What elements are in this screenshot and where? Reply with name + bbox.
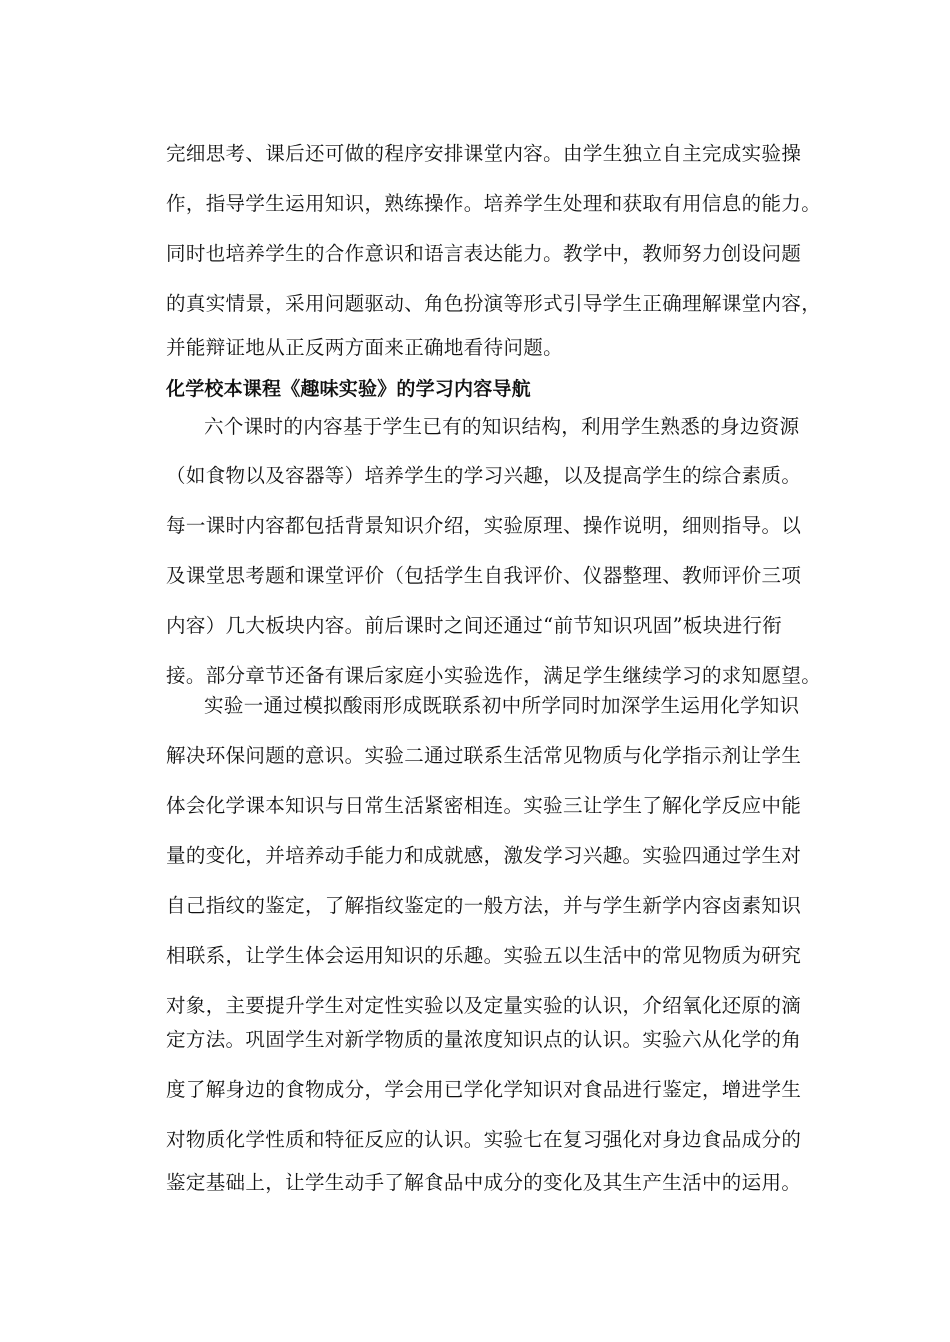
paragraph-line: 定方法。巩固学生对新学物质的量浓度知识点的认识。实验六从化学的角 [166, 1028, 802, 1051]
paragraph-line: 六个课时的内容基于学生已有的知识结构，利用学生熟悉的身边资源 [204, 415, 800, 438]
paragraph-line: 完细思考、课后还可做的程序安排课堂内容。由学生独立自主完成实验操 [166, 142, 802, 165]
paragraph-line: 同时也培养学生的合作意识和语言表达能力。教学中，教师努力创设问题 [166, 242, 802, 265]
paragraph-line: 及课堂思考题和课堂评价（包括学生自我评价、仪器整理、教师评价三项 [166, 564, 802, 587]
paragraph-line: 解决环保问题的意识。实验二通过联系生活常见物质与化学指示剂让学生 [166, 744, 802, 767]
paragraph-line: 量的变化，并培养动手能力和成就感，激发学习兴趣。实验四通过学生对 [166, 844, 802, 867]
paragraph-line: 作，指导学生运用知识，熟练操作。培养学生处理和获取有用信息的能力。 [166, 192, 822, 215]
paragraph-line: 对物质化学性质和特征反应的认识。实验七在复习强化对身边食品成分的 [166, 1128, 802, 1151]
paragraph-line: 相联系，让学生体会运用知识的乐趣。实验五以生活中的常见物质为研究 [166, 944, 802, 967]
paragraph-line: 对象，主要提升学生对定性实验以及定量实验的认识，介绍氧化还原的滴 [166, 994, 802, 1017]
paragraph-line: （如食物以及容器等）培养学生的学习兴趣，以及提高学生的综合素质。 [166, 464, 802, 487]
paragraph-line: 体会化学课本知识与日常生活紧密相连。实验三让学生了解化学反应中能 [166, 794, 802, 817]
paragraph-line: 并能辩证地从正反两方面来正确地看待问题。 [166, 336, 564, 359]
paragraph-line: 接。部分章节还备有课后家庭小实验选作，满足学生继续学习的求知愿望。 [166, 664, 822, 687]
paragraph-line: 自己指纹的鉴定，了解指纹鉴定的一般方法，并与学生新学内容卤素知识 [166, 894, 802, 917]
paragraph-line: 度了解身边的食物成分，学会用已学化学知识对食品进行鉴定，增进学生 [166, 1078, 802, 1101]
paragraph-line: 实验一通过模拟酸雨形成既联系初中所学同时加深学生运用化学知识 [204, 694, 800, 717]
paragraph-line: 的真实情景，采用问题驱动、角色扮演等形式引导学生正确理解课堂内容， [166, 292, 822, 315]
section-heading: 化学校本课程《趣味实验》的学习内容导航 [166, 378, 531, 400]
paragraph-line: 鉴定基础上，让学生动手了解食品中成分的变化及其生产生活中的运用。 [166, 1171, 802, 1194]
paragraph-line: 内容）几大板块内容。前后课时之间还通过“前节知识巩固”板块进行衔 [166, 614, 783, 637]
paragraph-line: 每一课时内容都包括背景知识介绍，实验原理、操作说明，细则指导。以 [166, 514, 802, 537]
